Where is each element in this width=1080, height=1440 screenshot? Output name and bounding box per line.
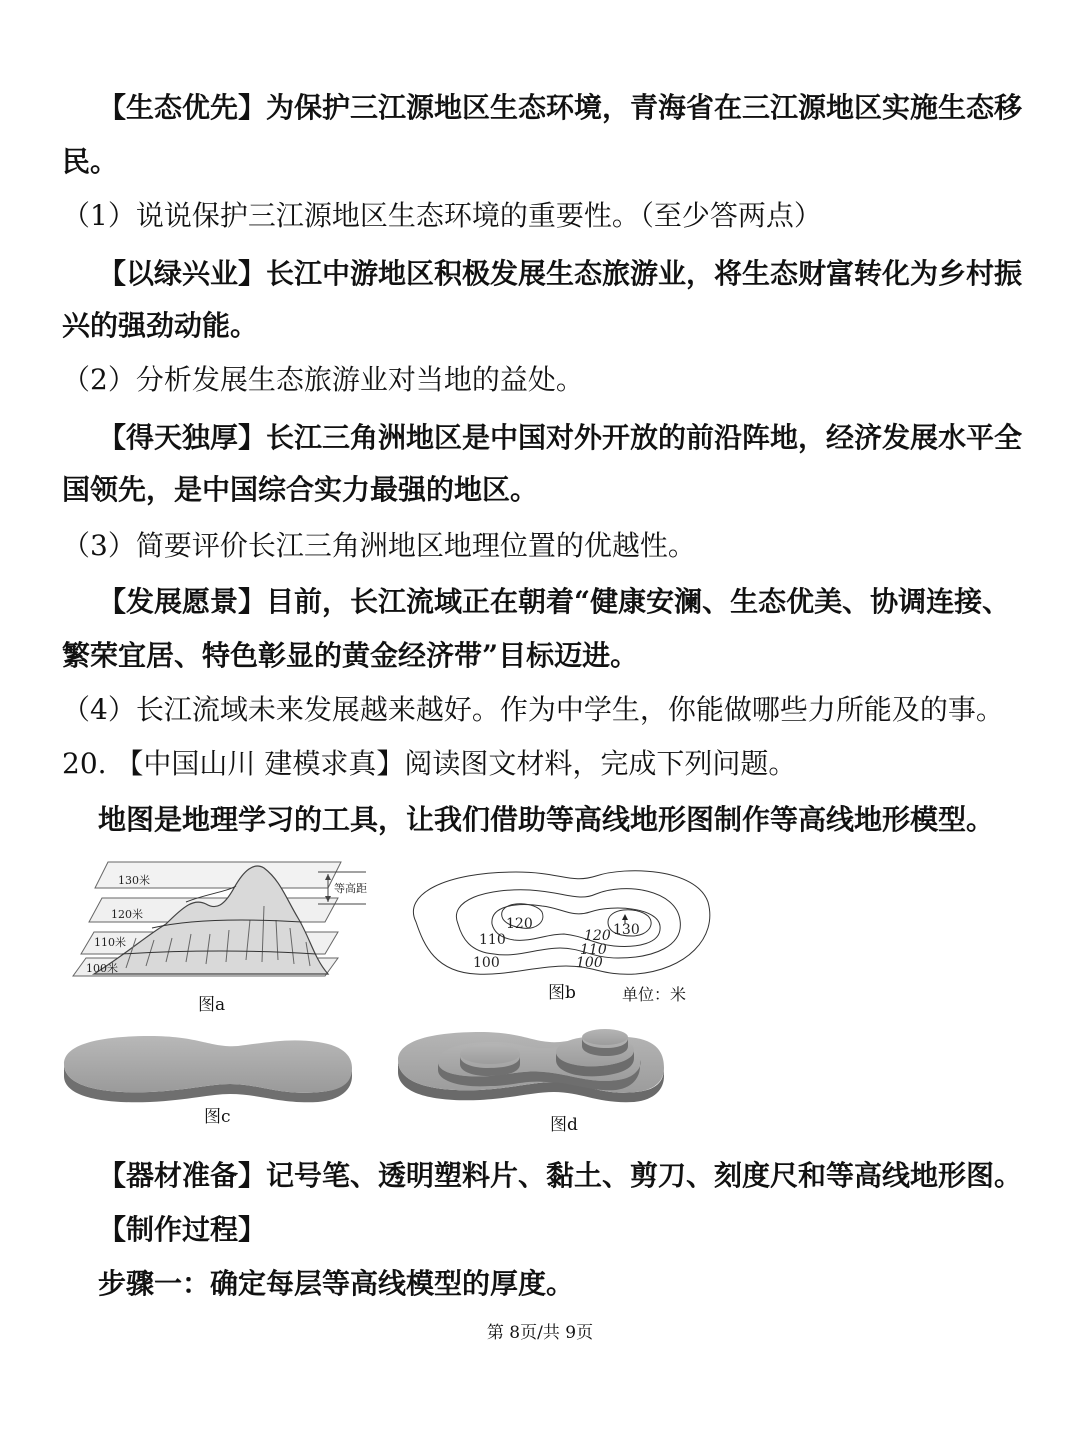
question-3: （3）简要评价长江三角洲地区地理位置的优越性。 <box>62 529 696 562</box>
figure-b-unit: 单位：米 <box>622 985 687 1004</box>
figure-a-label-130: 130米 <box>118 874 150 887</box>
figure-b-label-120-left: 120 <box>506 916 533 932</box>
question-20-title: 20. 【中国山川 建模求真】阅读图文材料，完成下列问题。 <box>62 747 797 780</box>
figure-a-caption: 图a <box>198 995 226 1015</box>
paragraph-ecology-line2: 民。 <box>62 145 119 178</box>
question-2: （2）分析发展生态旅游业对当地的益处。 <box>62 363 584 396</box>
figure-d-layered-model <box>394 1018 666 1110</box>
figure-a-label-110: 110米 <box>94 936 126 949</box>
question-1: （1）说说保护三江源地区生态环境的重要性。（至少答两点） <box>62 199 822 232</box>
figure-a-mountain-diagram <box>66 858 386 988</box>
figure-b-contour-map <box>396 862 722 982</box>
figure-b-label-110-left: 110 <box>479 932 506 948</box>
figure-b-label-100-right: 100 <box>576 955 603 971</box>
materials-line: 【器材准备】记号笔、透明塑料片、黏土、剪刀、刻度尺和等高线地形图。 <box>98 1159 1023 1192</box>
process-heading: 【制作过程】 <box>98 1213 267 1246</box>
paragraph-advantage-line1: 【得天独厚】长江三角洲地区是中国对外开放的前沿阵地，经济发展水平全 <box>98 421 1023 454</box>
figure-d-caption: 图d <box>550 1115 578 1135</box>
step-1: 步骤一：确定每层等高线模型的厚度。 <box>98 1267 575 1300</box>
paragraph-green-industry-line1: 【以绿兴业】长江中游地区积极发展生态旅游业，将生态财富转化为乡村振 <box>98 257 1023 290</box>
figure-a-interval-label: 等高距 <box>334 882 367 895</box>
figure-a-label-100: 100米 <box>86 962 118 975</box>
paragraph-green-industry-line2: 兴的强劲动能。 <box>62 309 259 342</box>
question-20-intro: 地图是地理学习的工具，让我们借助等高线地形图制作等高线地形模型。 <box>98 803 995 836</box>
page-footer: 第 8页/共 9页 <box>486 1323 594 1343</box>
figure-b-label-110-right: 110 <box>580 942 607 958</box>
figure-b-label-120-right: 120 <box>584 928 611 944</box>
paragraph-vision-line2: 繁荣宜居、特色彰显的黄金经济带”目标迈进。 <box>62 639 639 672</box>
figure-c-clay-base <box>60 1028 356 1104</box>
figure-c-caption: 图c <box>204 1107 231 1127</box>
figure-b-label-130: 130 <box>613 922 640 938</box>
figure-b-label-100-left: 100 <box>473 955 500 971</box>
figure-a-label-120: 120米 <box>111 908 143 921</box>
figure-b-caption: 图b <box>548 983 576 1003</box>
question-4: （4）长江流域未来发展越来越好。作为中学生，你能做哪些力所能及的事。 <box>62 693 1004 726</box>
paragraph-ecology-line1: 【生态优先】为保护三江源地区生态环境，青海省在三江源地区实施生态移 <box>98 91 1023 124</box>
paragraph-advantage-line2: 国领先，是中国综合实力最强的地区。 <box>62 473 539 506</box>
paragraph-vision-line1: 【发展愿景】目前，长江流域正在朝着“健康安澜、生态优美、协调连接、 <box>98 585 1011 618</box>
